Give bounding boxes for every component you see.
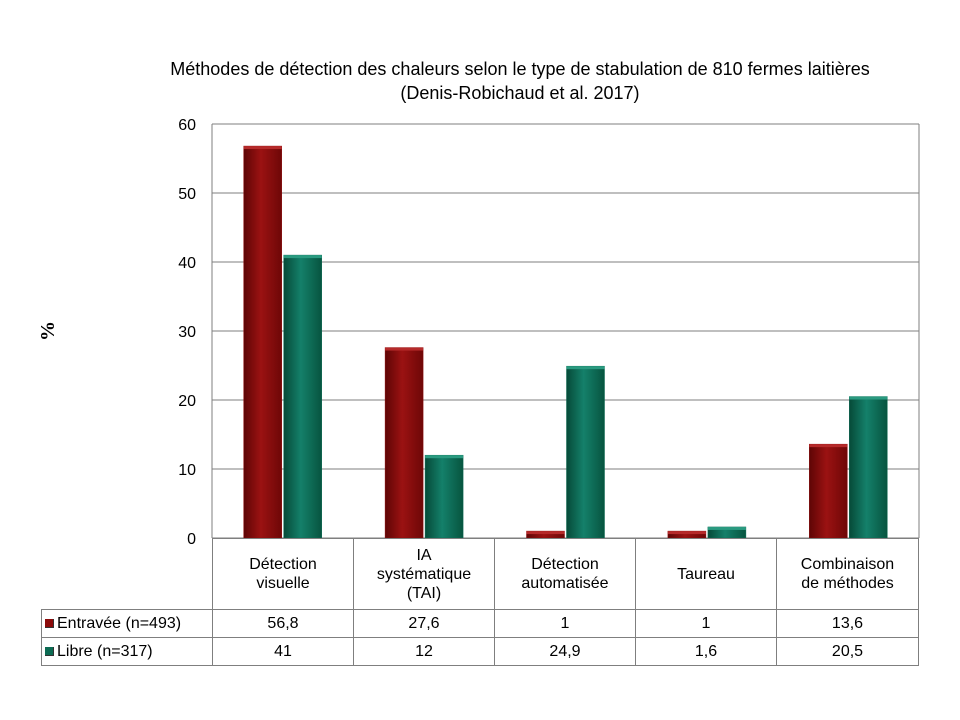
legend-key xyxy=(45,619,54,628)
bar-top-highlight xyxy=(425,455,463,458)
bar-top-highlight xyxy=(244,146,282,149)
legend-key xyxy=(45,647,54,656)
bar-top-highlight xyxy=(849,397,887,400)
data-cell: 1 xyxy=(636,610,777,638)
data-cell: 56,8 xyxy=(213,610,354,638)
category-label-line: automatisée xyxy=(521,575,609,592)
bar-entravee xyxy=(385,348,423,538)
bar-top-highlight xyxy=(809,444,847,447)
series-name: Libre (n=317) xyxy=(57,642,153,660)
y-tick-label: 40 xyxy=(178,255,196,272)
category-label xyxy=(636,539,777,610)
category-label-line: Taureau xyxy=(677,565,735,583)
data-cell: 12 xyxy=(354,638,495,666)
data-cell: 13,6 xyxy=(777,610,919,638)
y-tick-label: 30 xyxy=(178,324,196,341)
bar-top-highlight xyxy=(567,366,605,369)
bar-top-highlight xyxy=(284,255,322,258)
bar-libre xyxy=(284,255,322,538)
bar-libre xyxy=(567,366,605,538)
data-table xyxy=(41,538,919,666)
bar-libre xyxy=(849,397,887,538)
category-label-line: (TAI) xyxy=(406,584,442,602)
category-label xyxy=(354,539,495,610)
table-corner xyxy=(42,539,213,610)
legend-entry xyxy=(42,610,213,638)
series-row-entravee xyxy=(42,610,919,638)
data-cell: 27,6 xyxy=(354,610,495,638)
chart-title: Méthodes de détection des chaleurs selon le type de stabulation de 810 fermes laitières (Denis-Robichaud et al. 2017) xyxy=(170,59,870,103)
legend-entry xyxy=(42,638,213,666)
bar-top-highlight xyxy=(708,527,746,530)
series-name: Entravée (n=493) xyxy=(57,614,182,632)
category-row xyxy=(42,539,919,610)
category-label-line: Combinaison xyxy=(800,556,895,573)
category-label xyxy=(495,539,636,610)
bar-top-highlight xyxy=(385,348,423,351)
y-tick-label: 20 xyxy=(178,393,196,410)
category-label-line: systématique xyxy=(376,565,472,583)
category-label xyxy=(213,539,354,610)
category-label xyxy=(777,539,919,610)
bar-libre xyxy=(425,455,463,538)
category-label-line: IA xyxy=(416,546,432,564)
y-tick-label: 60 xyxy=(178,117,196,134)
bar-entravee xyxy=(809,444,847,538)
series-row-libre xyxy=(42,638,919,666)
data-cell: 1,6 xyxy=(636,638,777,666)
category-label-line: de méthodes xyxy=(801,575,894,592)
bar-top-highlight xyxy=(668,531,706,534)
data-cell: 41 xyxy=(213,638,354,666)
data-cell: 24,9 xyxy=(495,638,636,666)
y-axis-label: % xyxy=(37,321,59,341)
y-tick-label: 50 xyxy=(178,186,196,203)
y-tick-label: 10 xyxy=(178,462,196,479)
y-tick-label: 0 xyxy=(187,531,196,548)
data-cell: 1 xyxy=(495,610,636,638)
category-label-line: visuelle xyxy=(256,575,310,592)
bar-entravee xyxy=(244,146,282,538)
data-cell: 20,5 xyxy=(777,638,919,666)
category-label-line: Détection xyxy=(249,556,317,573)
category-label-line: Détection xyxy=(531,556,599,573)
bar-top-highlight xyxy=(527,531,565,534)
